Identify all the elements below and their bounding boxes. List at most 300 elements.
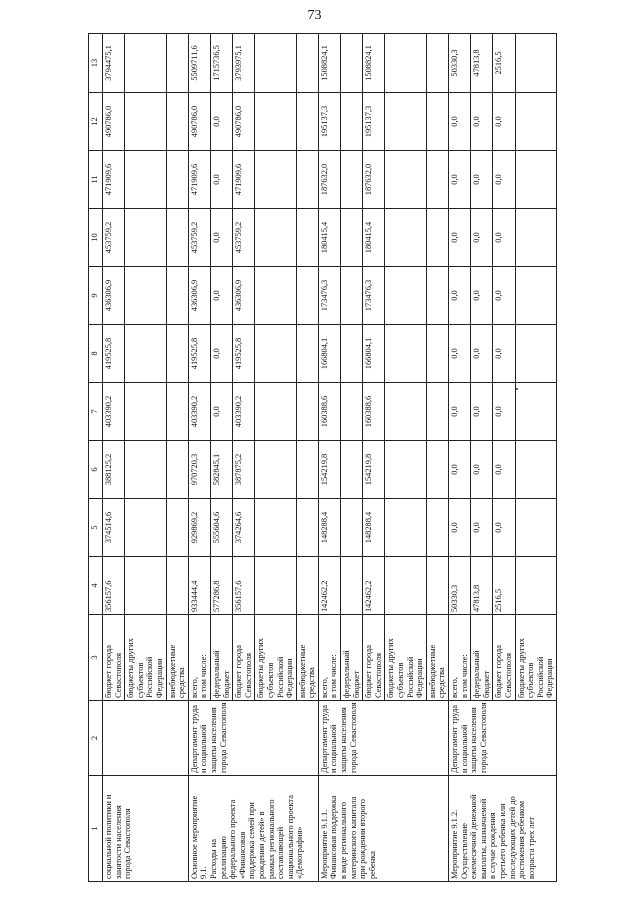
funding-source-line: внебюджетные (427, 644, 437, 698)
funding-source-line: Российской (535, 656, 545, 698)
amount-cell-col-9 (341, 267, 363, 325)
funding-source-line: бюджет города (364, 644, 374, 698)
amount-cell-col-8: 419525,8 (233, 325, 255, 383)
amount-cell-col-10: 453759,2 (103, 209, 125, 267)
amount-cell-col-8 (385, 325, 426, 383)
amount-cell-col-10: 453759,2 (188, 209, 210, 267)
amount-cell-col-7: 0,0 (493, 383, 515, 441)
amount-cell-col-9: 0,0 (493, 267, 515, 325)
amount-cell-col-4 (255, 557, 296, 615)
amount-cell-col-7: 160388,6 (363, 383, 385, 441)
amount-cell-col-9 (426, 267, 448, 325)
activity-name-line: реализацию (218, 836, 228, 879)
funding-source-cell (125, 615, 166, 701)
amount-cell-col-10: 0,0 (471, 209, 493, 267)
amount-cell-col-9 (515, 267, 556, 325)
funding-source-line: федеральный (211, 650, 221, 698)
amount-cell-col-12: 195137,3 (363, 93, 385, 151)
funding-source-line: средства (307, 667, 317, 698)
amount-cell-col-7: 403390,2 (233, 383, 255, 441)
amount-cell-col-11: 187632,0 (363, 151, 385, 209)
amount-cell-col-12: 490786,0 (188, 93, 210, 151)
funding-source-line: всего, (189, 677, 199, 698)
funding-source-cell (166, 615, 188, 701)
column-header-5: 5 (89, 499, 103, 557)
executor-line: и социальной (329, 724, 339, 773)
amount-cell-col-5 (166, 499, 188, 557)
amount-cell-col-5 (341, 499, 363, 557)
amount-cell-col-10 (426, 209, 448, 267)
amount-cell-col-13 (255, 34, 296, 93)
funding-source-cell (449, 615, 471, 701)
funding-source-line: субъектов (135, 662, 145, 698)
column-header-12: 12 (89, 93, 103, 151)
amount-cell-col-6: 970720,3 (188, 441, 210, 499)
amount-cell-col-12 (385, 93, 426, 151)
table-body (103, 34, 557, 882)
column-header-7: 7 (89, 383, 103, 441)
amount-cell-col-4 (166, 557, 188, 615)
amount-cell-col-4 (385, 557, 426, 615)
amount-cell-col-5: 0,0 (493, 499, 515, 557)
amount-cell-col-4: 50330,3 (449, 557, 471, 615)
amount-cell-col-5: 0,0 (449, 499, 471, 557)
amount-cell-col-8 (125, 325, 166, 383)
amount-cell-col-9 (296, 267, 318, 325)
amount-cell-col-7 (385, 383, 426, 441)
executor-line: защиты населения (469, 707, 479, 773)
amount-cell-col-11 (341, 151, 363, 209)
activity-name-line: федерального проекта (228, 799, 238, 879)
amount-cell-col-4: 142462,2 (363, 557, 385, 615)
funding-source-line: Севастополя (503, 652, 513, 698)
amount-cell-col-4: 933444,4 (188, 557, 210, 615)
table-row (318, 34, 340, 882)
activity-name-line: Финансовая поддержка (329, 795, 339, 879)
column-header-13: 13 (89, 34, 103, 93)
amount-cell-col-5: 929869,2 (188, 499, 210, 557)
amount-cell-col-5 (255, 499, 296, 557)
amount-cell-col-9: 436306,9 (103, 267, 125, 325)
amount-cell-col-9 (125, 267, 166, 325)
funding-source-line: в том числе: (459, 654, 469, 698)
activity-name-line: при рождении второго (358, 799, 368, 879)
amount-cell-col-12: 195137,3 (318, 93, 340, 151)
amount-cell-col-5 (426, 499, 448, 557)
amount-cell-col-9: 173476,3 (363, 267, 385, 325)
amount-cell-col-6 (296, 441, 318, 499)
funding-source-line: Российской (145, 656, 155, 698)
activity-name-line: третьего ребенка или (497, 803, 507, 879)
funding-source-line: федеральный (342, 650, 352, 698)
amount-cell-col-5: 148288,4 (318, 499, 340, 557)
amount-cell-col-10: 0,0 (449, 209, 471, 267)
activity-name-line: в виде регионального (339, 802, 349, 879)
column-header-4: 4 (89, 557, 103, 615)
amount-cell-col-13: 3793975,1 (233, 34, 255, 93)
amount-cell-col-4: 356157,6 (233, 557, 255, 615)
amount-cell-col-13: 1508824,1 (363, 34, 385, 93)
amount-cell-col-7: 160388,6 (318, 383, 340, 441)
activity-name-cell (318, 776, 448, 882)
amount-cell-col-8 (255, 325, 296, 383)
amount-cell-col-10 (296, 209, 318, 267)
funding-source-line: в том числе: (199, 654, 209, 698)
amount-cell-col-5 (515, 499, 556, 557)
activity-name-line: составляющей (276, 826, 286, 879)
amount-cell-col-10: 0,0 (210, 209, 232, 267)
amount-cell-col-7 (426, 383, 448, 441)
amount-cell-col-6: 582845,1 (210, 441, 232, 499)
amount-cell-col-8: 0,0 (493, 325, 515, 383)
amount-cell-col-7 (341, 383, 363, 441)
amount-cell-col-10 (255, 209, 296, 267)
amount-cell-col-6: 154219,8 (318, 441, 340, 499)
amount-cell-col-12 (515, 93, 556, 151)
amount-cell-col-10: 180415,4 (363, 209, 385, 267)
amount-cell-col-12 (341, 93, 363, 151)
column-header-8: 8 (89, 325, 103, 383)
amount-cell-col-10: 180415,4 (318, 209, 340, 267)
amount-cell-col-6 (166, 441, 188, 499)
funding-source-line: бюджеты других (386, 638, 396, 698)
amount-cell-col-12: 0,0 (210, 93, 232, 151)
funding-source-line: субъектов (526, 662, 536, 698)
amount-cell-col-11 (426, 151, 448, 209)
amount-cell-col-11: 471909,6 (188, 151, 210, 209)
activity-name-line: Расходы на (208, 839, 218, 879)
amount-cell-col-13 (426, 34, 448, 93)
funding-source-cell (233, 615, 255, 701)
amount-cell-col-10 (341, 209, 363, 267)
amount-cell-col-6: 0,0 (471, 441, 493, 499)
activity-name-line: Осуществление (459, 822, 469, 879)
amount-cell-col-11: 471909,6 (103, 151, 125, 209)
funding-source-line: субъектов (265, 662, 275, 698)
amount-cell-col-6 (125, 441, 166, 499)
amount-cell-col-8: 0,0 (471, 325, 493, 383)
amount-cell-col-12 (166, 93, 188, 151)
amount-cell-col-7 (125, 383, 166, 441)
executor-line: и социальной (199, 724, 209, 773)
amount-cell-col-9: 436306,9 (188, 267, 210, 325)
header-row (89, 34, 103, 882)
amount-cell-col-6: 388125,2 (103, 441, 125, 499)
amount-cell-col-9: 0,0 (210, 267, 232, 325)
funding-source-line: бюджет (481, 670, 491, 698)
amount-cell-col-8: 0,0 (449, 325, 471, 383)
executor-line: Департамент труда (450, 704, 459, 773)
executor-cell (188, 701, 318, 776)
funding-source-cell (363, 615, 385, 701)
amount-cell-col-6: 0,0 (493, 441, 515, 499)
funding-source-line: всего, (450, 677, 459, 698)
amount-cell-col-11: 471909,6 (233, 151, 255, 209)
amount-cell-col-11: 187632,0 (318, 151, 340, 209)
activity-name-line: возраста трех лет (526, 817, 536, 879)
amount-cell-col-13: 3794475,1 (103, 34, 125, 93)
activity-name-line: 9.1. (199, 866, 209, 879)
funding-source-line: в том числе: (329, 654, 339, 698)
amount-cell-col-5: 374514,6 (103, 499, 125, 557)
executor-line: защиты населения (339, 707, 349, 773)
funding-source-line: Севастополя (113, 652, 123, 698)
funding-source-line: внебюджетные (167, 644, 177, 698)
amount-cell-col-13: 2516,5 (493, 34, 515, 93)
page-table-area (88, 34, 555, 882)
amount-cell-col-5 (296, 499, 318, 557)
amount-cell-col-11 (515, 151, 556, 209)
activity-name-line: ребенка (367, 851, 377, 879)
amount-cell-col-5 (385, 499, 426, 557)
amount-cell-col-12: 0,0 (471, 93, 493, 151)
amount-cell-col-6 (426, 441, 448, 499)
amount-cell-col-6: 387875,2 (233, 441, 255, 499)
amount-cell-col-11: 0,0 (449, 151, 471, 209)
table-row (103, 34, 125, 882)
funding-source-line: Севастополя (243, 652, 253, 698)
funding-source-line: бюджеты других (516, 638, 526, 698)
amount-cell-col-12 (255, 93, 296, 151)
amount-cell-col-7: 0,0 (210, 383, 232, 441)
funding-source-line: бюджет города (234, 644, 244, 698)
funding-source-line: Российской (405, 656, 415, 698)
amount-cell-col-7 (255, 383, 296, 441)
amount-cell-col-8: 419525,8 (103, 325, 125, 383)
amount-cell-col-13 (125, 34, 166, 93)
amount-cell-col-8: 166804,1 (318, 325, 340, 383)
amount-cell-col-5: 148288,4 (363, 499, 385, 557)
activity-name-line: материнского капитала (348, 796, 358, 879)
page-number: 73 (307, 8, 322, 23)
column-header-9: 9 (89, 267, 103, 325)
amount-cell-col-7: 0,0 (449, 383, 471, 441)
funding-source-cell (255, 615, 296, 701)
amount-cell-col-10 (385, 209, 426, 267)
amount-cell-col-4: 47813,8 (471, 557, 493, 615)
executor-line: города Севастополя (478, 702, 488, 773)
activity-name-line: достижения ребенком (517, 800, 527, 879)
amount-cell-col-13: 1508824,1 (318, 34, 340, 93)
executor-cell (318, 701, 448, 776)
amount-cell-col-10: 453759,2 (233, 209, 255, 267)
amount-cell-col-5: 0,0 (471, 499, 493, 557)
budget-table (88, 33, 557, 882)
amount-cell-col-12 (125, 93, 166, 151)
executor-line: и социальной (459, 724, 469, 773)
funding-source-cell (426, 615, 448, 701)
amount-cell-col-6 (515, 441, 556, 499)
speck-mark (516, 388, 518, 390)
amount-cell-col-6 (385, 441, 426, 499)
column-header-3: 3 (89, 615, 103, 701)
amount-cell-col-9 (385, 267, 426, 325)
amount-cell-col-7 (166, 383, 188, 441)
activity-name-line: национального проекта (285, 795, 295, 879)
amount-cell-col-11 (296, 151, 318, 209)
executor-cell (449, 701, 557, 776)
funding-source-cell (188, 615, 210, 701)
activity-name-cell (449, 776, 557, 882)
amount-cell-col-10 (515, 209, 556, 267)
amount-cell-col-11 (385, 151, 426, 209)
amount-cell-col-8 (296, 325, 318, 383)
funding-source-cell (515, 615, 556, 701)
funding-source-line: бюджет города (104, 644, 113, 698)
amount-cell-col-6 (255, 441, 296, 499)
amount-cell-col-13: 5509711,6 (188, 34, 210, 93)
amount-cell-col-13: 1715736,5 (210, 34, 232, 93)
funding-source-line: Российской (275, 656, 285, 698)
amount-cell-col-8 (166, 325, 188, 383)
amount-cell-col-13: 47813,8 (471, 34, 493, 93)
funding-source-line: всего, (319, 677, 329, 698)
amount-cell-col-11 (166, 151, 188, 209)
amount-cell-col-4: 142462,2 (318, 557, 340, 615)
amount-cell-col-7: 403390,2 (188, 383, 210, 441)
amount-cell-col-4 (296, 557, 318, 615)
amount-cell-col-9: 0,0 (449, 267, 471, 325)
funding-source-cell (493, 615, 515, 701)
activity-name-line: ежемесячной денежной (469, 794, 479, 879)
amount-cell-col-13 (166, 34, 188, 93)
activity-name-line: города Севастополя (123, 808, 133, 879)
amount-cell-col-9 (255, 267, 296, 325)
activity-name-line: Мероприятие 9.1.2. (450, 809, 459, 879)
table-row (188, 34, 210, 882)
amount-cell-col-10 (166, 209, 188, 267)
column-header-11: 11 (89, 151, 103, 209)
funding-source-cell (385, 615, 426, 701)
executor-line: защиты населения (208, 707, 218, 773)
funding-source-cell (103, 615, 125, 701)
activity-name-line: занятости населения (113, 805, 123, 879)
amount-cell-col-7 (296, 383, 318, 441)
column-header-2: 2 (89, 701, 103, 776)
funding-source-cell (341, 615, 363, 701)
activity-name-line: «Финансовая (237, 831, 247, 879)
amount-cell-col-9: 0,0 (471, 267, 493, 325)
amount-cell-col-11: 0,0 (210, 151, 232, 209)
activity-name-line: последующих детей до (507, 796, 517, 879)
column-header-6: 6 (89, 441, 103, 499)
amount-cell-col-11: 0,0 (471, 151, 493, 209)
amount-cell-col-8: 0,0 (210, 325, 232, 383)
amount-cell-col-9: 436306,9 (233, 267, 255, 325)
amount-cell-col-13 (515, 34, 556, 93)
amount-cell-col-12 (296, 93, 318, 151)
amount-cell-col-7 (515, 383, 556, 441)
amount-cell-col-8 (426, 325, 448, 383)
column-header-10: 10 (89, 209, 103, 267)
amount-cell-col-8 (515, 325, 556, 383)
executor-line: города Севастополя (348, 702, 358, 773)
funding-source-line: бюджет города (494, 644, 504, 698)
amount-cell-col-4: 356157,6 (103, 557, 125, 615)
funding-source-line: средства (437, 667, 447, 698)
amount-cell-col-13 (341, 34, 363, 93)
amount-cell-col-13 (296, 34, 318, 93)
amount-cell-col-4: 577286,8 (210, 557, 232, 615)
table-row (449, 34, 471, 882)
rotated-table-wrapper (88, 34, 555, 882)
activity-name-line: в случае рождения (488, 812, 498, 879)
funding-source-line: субъектов (396, 662, 406, 698)
amount-cell-col-13 (385, 34, 426, 93)
funding-source-line: внебюджетные (297, 644, 307, 698)
activity-name-cell (103, 776, 189, 882)
amount-cell-col-12: 490786,0 (233, 93, 255, 151)
amount-cell-col-4 (426, 557, 448, 615)
amount-cell-col-10 (125, 209, 166, 267)
amount-cell-col-11 (125, 151, 166, 209)
amount-cell-col-12: 490786,0 (103, 93, 125, 151)
activity-name-cell (188, 776, 318, 882)
funding-source-line: бюджеты других (256, 638, 266, 698)
activity-name-line: выплаты, назначаемой (478, 798, 488, 879)
executor-line: города Севастополя (218, 702, 228, 773)
amount-cell-col-13: 50330,3 (449, 34, 471, 93)
activity-name-line: поддержка семей при (247, 802, 257, 879)
funding-source-line: Федерации (415, 658, 425, 698)
executor-line: Департамент труда (189, 704, 199, 773)
amount-cell-col-5: 555604,6 (210, 499, 232, 557)
funding-source-line: бюджеты других (126, 638, 136, 698)
funding-source-line: Федерации (545, 658, 555, 698)
amount-cell-col-9: 173476,3 (318, 267, 340, 325)
amount-cell-col-11: 0,0 (493, 151, 515, 209)
funding-source-cell (210, 615, 232, 701)
amount-cell-col-5 (125, 499, 166, 557)
amount-cell-col-12: 0,0 (449, 93, 471, 151)
activity-name-line: рождении детей» в (256, 811, 266, 879)
funding-source-line: бюджет (351, 670, 361, 698)
activity-name-line: рамках регионального (266, 799, 276, 879)
amount-cell-col-4 (515, 557, 556, 615)
amount-cell-col-7: 0,0 (471, 383, 493, 441)
column-header-1: 1 (89, 776, 103, 882)
amount-cell-col-4 (341, 557, 363, 615)
funding-source-line: федеральный (472, 650, 482, 698)
activity-name-line: социальной политики и (104, 794, 113, 879)
amount-cell-col-8: 419525,8 (188, 325, 210, 383)
funding-source-cell (296, 615, 318, 701)
amount-cell-col-12: 0,0 (493, 93, 515, 151)
amount-cell-col-5: 374264,6 (233, 499, 255, 557)
funding-source-line: средства (177, 667, 187, 698)
funding-source-cell (318, 615, 340, 701)
amount-cell-col-11 (255, 151, 296, 209)
funding-source-line: Севастополя (373, 652, 383, 698)
executor-line: Департамент труда (319, 704, 329, 773)
amount-cell-col-9 (166, 267, 188, 325)
amount-cell-col-10: 0,0 (493, 209, 515, 267)
activity-name-line: «Демография» (295, 826, 305, 879)
amount-cell-col-7: 403390,2 (103, 383, 125, 441)
amount-cell-col-4 (125, 557, 166, 615)
amount-cell-col-6: 154219,8 (363, 441, 385, 499)
executor-cell (103, 701, 189, 776)
activity-name-line: Мероприятие 9.1.1. (319, 809, 329, 879)
amount-cell-col-8 (341, 325, 363, 383)
amount-cell-col-8: 166804,1 (363, 325, 385, 383)
amount-cell-col-6 (341, 441, 363, 499)
funding-source-cell (471, 615, 493, 701)
funding-source-line: бюджет (221, 670, 231, 698)
amount-cell-col-6: 0,0 (449, 441, 471, 499)
activity-name-line: Основное мероприятие (189, 795, 199, 879)
funding-source-line: Федерации (285, 658, 295, 698)
